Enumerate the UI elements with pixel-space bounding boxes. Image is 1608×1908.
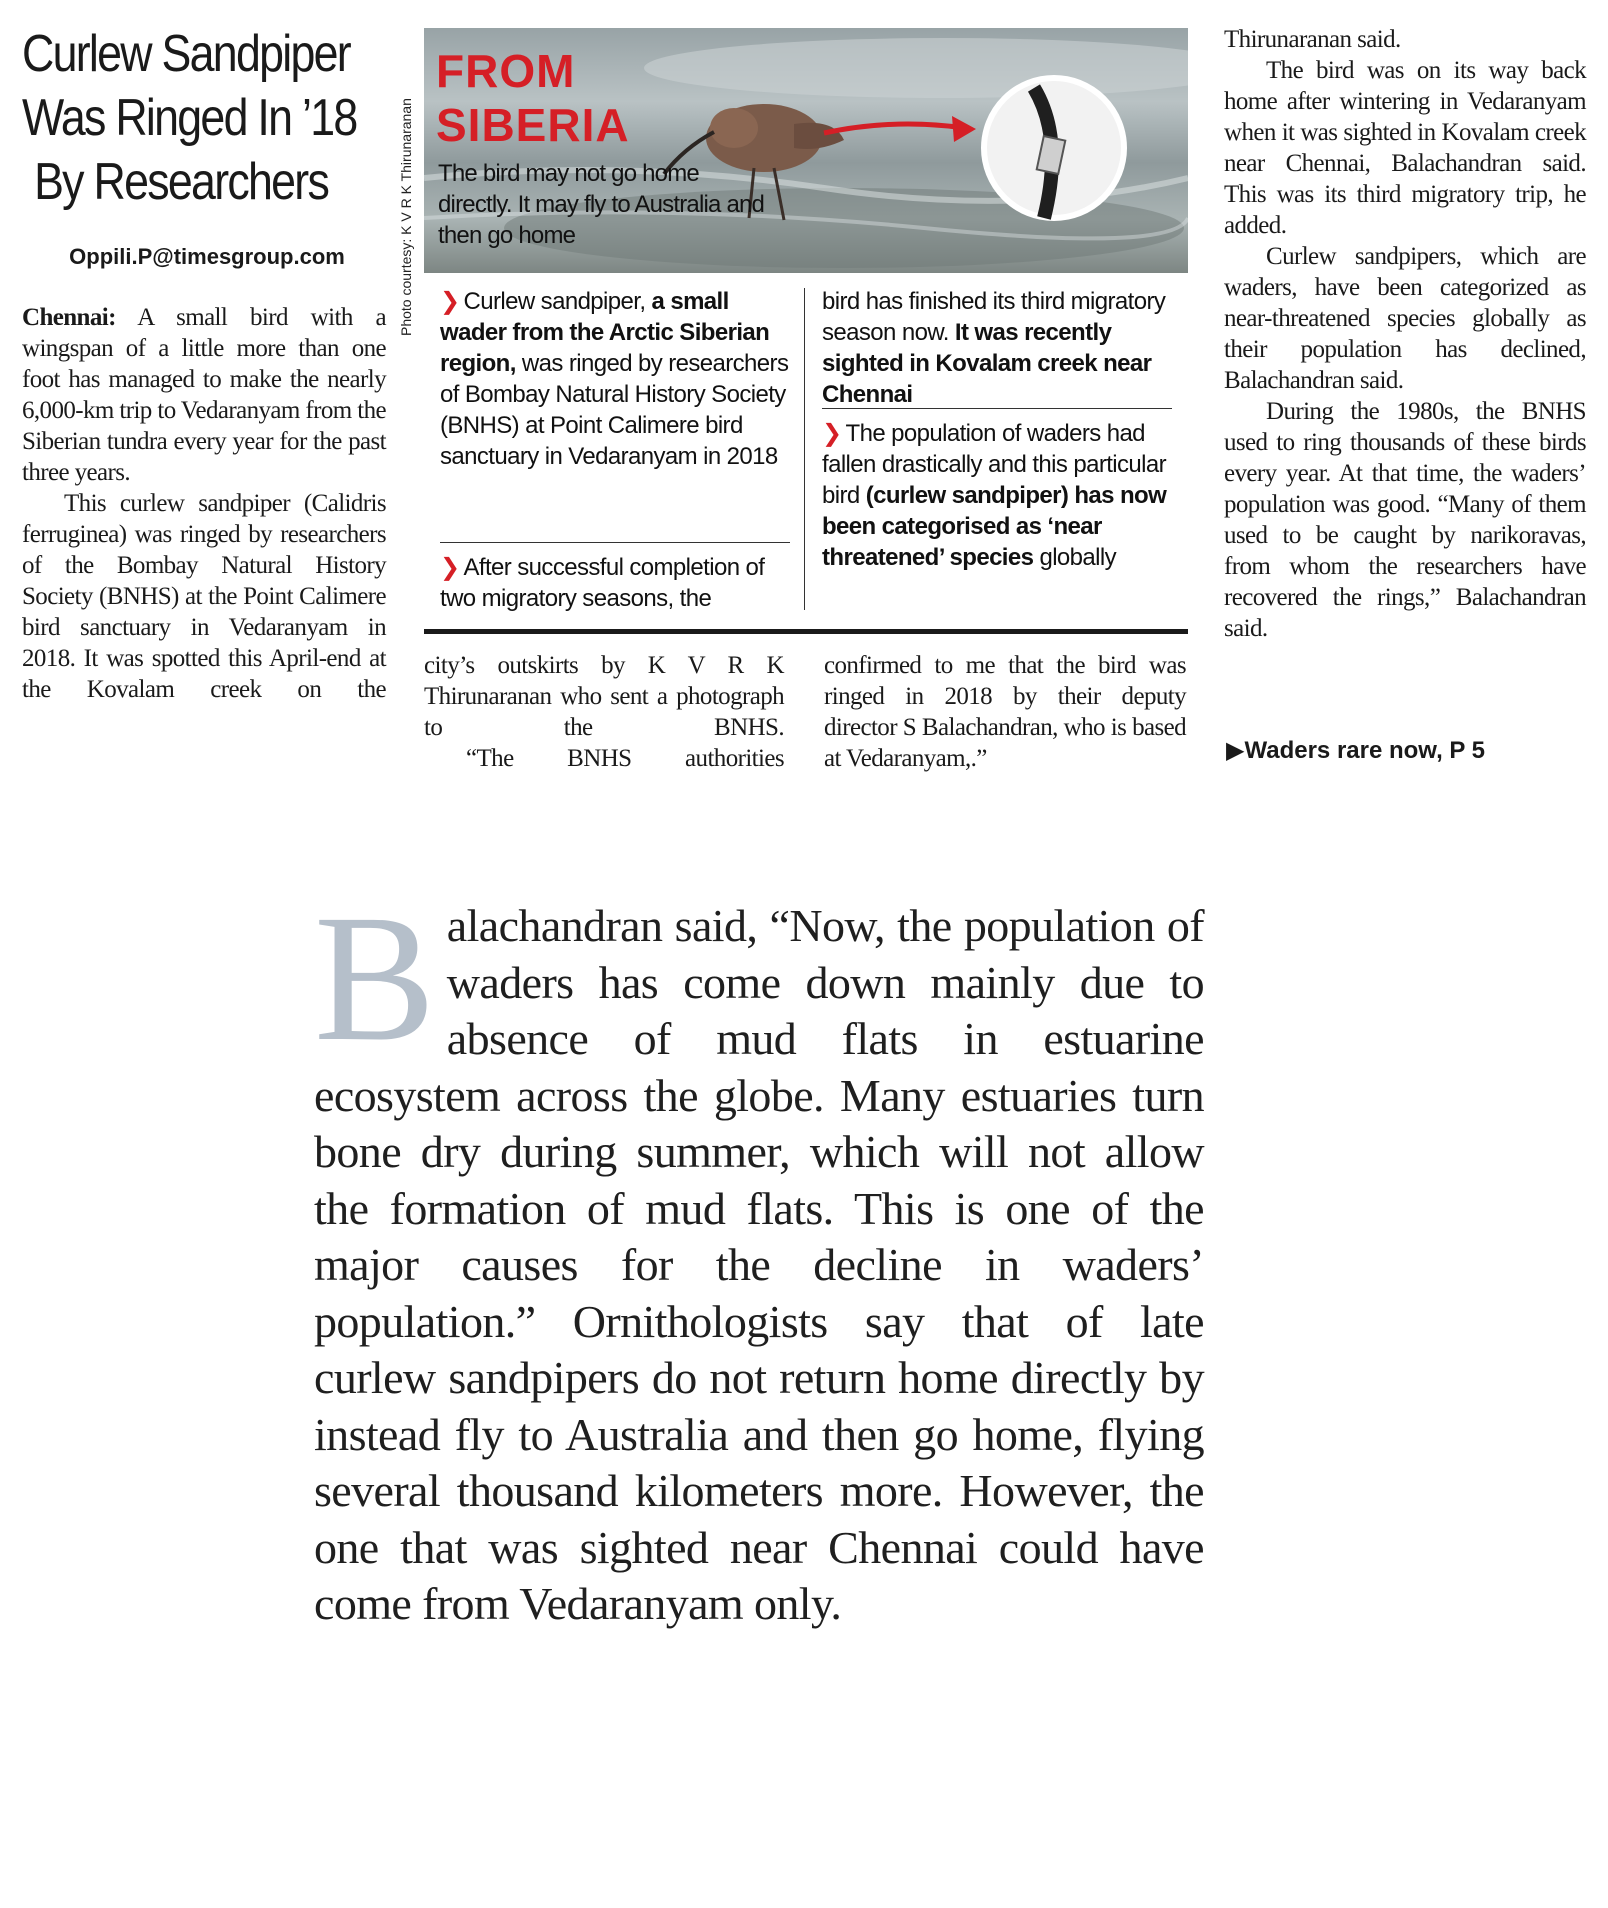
drop-cap: B [314,878,435,1079]
fact-rule [822,408,1172,409]
fact-text: Curlew sandpiper, [463,288,652,315]
article-column-4 [1224,24,1586,644]
paragraph: During the 1980s, the BNHS used to ring thousands of these birds every year. At that time, the waders’ population was good. “Many of them used to be caught by narikoravas, from whom the researchers have recovered the rings,” Balachandran said. [1224,398,1586,642]
fact-text: It was recently sighted in Kovalam creek near Chennai [822,319,1152,408]
red-chevron-icon: ❯ [440,288,460,315]
paragraph: This curlew sandpiper (Calidris ferruginea) was ringed by researchers of the Bombay Natural History Society (BNHS) at the Point Calimere bird sanctuary in Vedaranyam in 2018. It was spotted this April-end at the Kovalam creek on the [22,490,386,703]
headline-line: By Researchers [34,153,329,211]
fact-divider [804,288,805,610]
paragraph: Curlew sandpipers, which are waders, have been categorized as near-threatened species globally as their population has declined, Balachandran said. [1224,243,1586,394]
fact-item [822,286,1172,410]
quote-text: alachandran said, “Now, the population of waders has come down mainly due to absence of mud flats in estuarine ecosystem across the globe. Many estuaries turn bone dry during summer, which will not allow the formation of mud flats. This is one of the major causes for the decline in waders’ population.” Ornithologists say that of late curlew sandpipers do not return home directly by instead fly to Australia and then go home, flying several thousand kilometers more. However, the one that was sighted near Chennai could have come from Vedaranyam only. [314,900,1204,1629]
fact-text: The population of waders had fallen drastically and this particular bird [822,420,1167,509]
fact-box [424,278,1188,634]
continuation-text: Waders rare now, P 5 [1244,737,1486,764]
article-column-3 [824,650,1186,774]
headline-line: Curlew Sandpiper [22,25,350,83]
photo-credit: Photo courtesy: K V R K Thirunaranan [398,98,414,336]
paragraph: “The BNHS authorities [466,745,784,772]
fact-text: was ringed by researchers of Bombay Natural History Society (BNHS) at Point Calimere bird sanctuary in Vedaranyam in 2018 [440,350,789,470]
pull-quote [314,878,1204,1633]
paragraph-text: A small bird with a wingspan of a little more than one foot has managed to make the nearly 6,000-km trip to Vedaranyam from the Siberian tundra every year for the past three years. [22,304,386,486]
paragraph: confirmed to me that the bird was ringed in 2018 by their deputy director S Balachandran, who is based at Vedaranyam,.” [824,652,1186,772]
paragraph: Thirunaranan said. [1224,26,1401,53]
headline-line: Was Ringed In ’18 [22,89,357,147]
kicker-line: SIBERIA [436,99,630,151]
paragraph [22,302,386,488]
fact-text: bird has finished its third migratory season now. [822,288,1166,346]
article-column-1 [22,302,386,705]
fact-rule [440,542,790,543]
paragraph: city’s outskirts by K V R K Thirunaranan who sent a photograph to the BNHS. [424,652,784,741]
photo-caption: The bird may not go home directly. It may fly to Australia and then go home [438,160,765,249]
dateline: Chennai: [22,304,116,331]
triangle-right-icon: ▶ [1226,737,1245,764]
article-column-2 [424,650,784,774]
red-chevron-icon: ❯ [822,420,842,447]
fact-text: globally [1033,544,1117,571]
fact-text: (curlew sandpiper) has now been categorised as ‘near threatened’ species [822,482,1167,571]
fact-item [822,418,1172,573]
paragraph: The bird was on its way back home after wintering in Vedaranyam when it was sighted in Kovalam creek near Chennai, Balachandran said. This was its third migratory trip, he added. [1224,57,1586,239]
bird-photo [424,28,1188,273]
byline[interactable]: Oppili.P@timesgroup.com [69,244,345,269]
fact-text: After successful completion of two migratory seasons, the [440,554,765,612]
fact-item [440,552,790,614]
photo-kicker [436,44,630,152]
red-chevron-icon: ❯ [440,554,460,581]
continuation-link[interactable] [1226,736,1485,765]
fact-item [440,286,790,472]
kicker-line: FROM [436,45,576,97]
fact-text: a small wader from the Arctic Siberian region, [440,288,770,377]
headline [22,22,357,214]
